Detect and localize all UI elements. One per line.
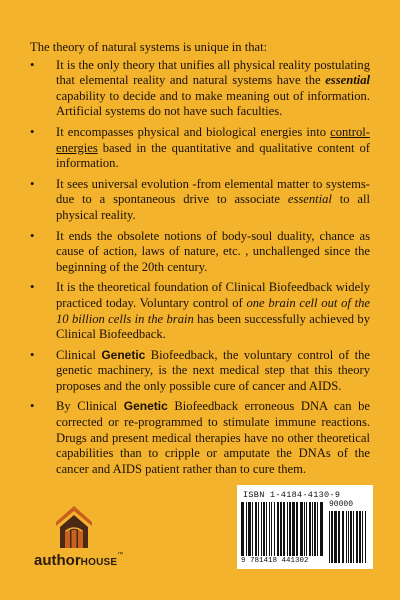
barcode-bar bbox=[269, 502, 270, 556]
bullet-icon: • bbox=[30, 280, 35, 295]
barcode-bar bbox=[312, 502, 313, 556]
barcode-bar bbox=[258, 502, 259, 556]
bullet-icon: • bbox=[30, 399, 35, 414]
barcode-bar bbox=[289, 502, 291, 556]
price-code-label: 90000 bbox=[329, 500, 354, 509]
ean-digits: 9 781418 441302 bbox=[241, 557, 309, 565]
barcode-bar bbox=[271, 502, 272, 556]
barcode-bar bbox=[365, 511, 366, 563]
bullet-icon: • bbox=[30, 347, 35, 362]
bullet-point: • It sees universal evolution -from elemental matter to systems- due to a spontaneous drive to associate essential to all physical reality. bbox=[30, 176, 371, 222]
bullet-point: • It encompasses physical and biological energies into control-energies based in the quantitative and qualitative content of information. bbox=[30, 124, 370, 171]
bullet-point: • By Clinical Genetic Biofeedback erroneous DNA can be corrected or re-programmed to stimulate immune reactions. Drugs and present medical therapies have no other theoretical capabilities than to cripple or amputate the DNAs of the cancer and AIDS patient rather than to cure them. bbox=[30, 399, 370, 476]
bullet-point: • It ends the obsolete notions of body-soul duality, chance as cause of action, laws of nature, etc. , unchallenged since the beginning of the 20th century. bbox=[30, 228, 370, 274]
barcode-bar bbox=[314, 502, 316, 556]
ean-barcode-bars bbox=[241, 502, 325, 556]
isbn-label: ISBN 1-4184-4130-9 bbox=[243, 490, 341, 500]
barcode-bar bbox=[266, 502, 267, 556]
barcode-bar bbox=[261, 502, 262, 556]
barcode-bar bbox=[280, 502, 282, 556]
price-barcode-bars bbox=[329, 511, 367, 563]
publisher-logo bbox=[34, 500, 144, 580]
barcode-bar bbox=[350, 511, 352, 563]
barcode-bar bbox=[252, 502, 253, 556]
barcode-bar bbox=[277, 502, 279, 556]
barcode-bar bbox=[362, 511, 363, 563]
blurb-text bbox=[30, 40, 370, 482]
emphasis-text: essential bbox=[287, 192, 332, 207]
bullet-icon: • bbox=[30, 124, 35, 139]
intro-line: The theory of natural systems is unique in that: bbox=[30, 40, 268, 54]
barcode-bar bbox=[309, 502, 311, 556]
bullet-icon: • bbox=[30, 57, 35, 72]
authorhouse-logo-icon bbox=[52, 500, 96, 550]
bullet-point: • It is the theoretical foundation of Clinical Biofeedback widely practiced today. Voluntary control of one brain cell out of the 10 billion cells in the brain has been successfully achieved by Clinical Biofeedback. bbox=[30, 280, 370, 342]
barcode-bar bbox=[287, 502, 288, 556]
bullet-icon: • bbox=[30, 176, 35, 191]
barcode-bar bbox=[342, 511, 344, 563]
emphasis-text: Genetic bbox=[123, 399, 168, 414]
emphasis-text: essential bbox=[325, 73, 370, 88]
bullet-point: • It is the only theory that unifies all physical reality postulating that elemental reality and natural systems have the essential capability to decide and to make meaning out of information. Artificial systems do not have such faculties. bbox=[30, 57, 370, 119]
barcode-bar bbox=[338, 511, 340, 563]
barcode-bar bbox=[306, 502, 307, 556]
barcode-bar bbox=[359, 511, 361, 563]
barcode-bar bbox=[274, 502, 275, 556]
barcode-bar bbox=[248, 502, 251, 556]
barcode-bar bbox=[292, 502, 295, 556]
barcode-bar bbox=[346, 511, 347, 563]
bullet-point: • Clinical Genetic Biofeedback, the voluntary control of the genetic machinery, is the next medical step that this theory proposes and the only possible cure of cancer and AIDS. bbox=[30, 347, 370, 393]
bullet-list bbox=[30, 58, 370, 478]
barcode-bar bbox=[317, 502, 318, 556]
bullet-icon: • bbox=[30, 228, 35, 243]
barcode-bar bbox=[334, 511, 337, 563]
barcode-bar bbox=[329, 511, 330, 563]
barcode-bar bbox=[283, 502, 285, 556]
barcode-bar bbox=[263, 502, 265, 556]
barcode-bar bbox=[255, 502, 257, 556]
barcode-bar bbox=[348, 511, 349, 563]
barcode-bar bbox=[331, 511, 333, 563]
barcode-bar bbox=[300, 502, 303, 556]
barcode-bar bbox=[356, 511, 358, 563]
underlined-term: control-energies bbox=[56, 124, 370, 155]
barcode-bar bbox=[304, 502, 305, 556]
barcode-bar bbox=[353, 511, 354, 563]
barcode-bar bbox=[241, 502, 244, 556]
barcode-bar bbox=[296, 502, 298, 556]
emphasis-text: one brain cell out of the 10 billion cells in the brain bbox=[56, 295, 370, 326]
isbn-barcode bbox=[237, 485, 373, 569]
publisher-name: authorHOUSE™ bbox=[34, 552, 124, 569]
barcode-bar bbox=[320, 502, 323, 556]
emphasis-text: Genetic bbox=[101, 347, 146, 362]
barcode-bar bbox=[246, 502, 247, 556]
